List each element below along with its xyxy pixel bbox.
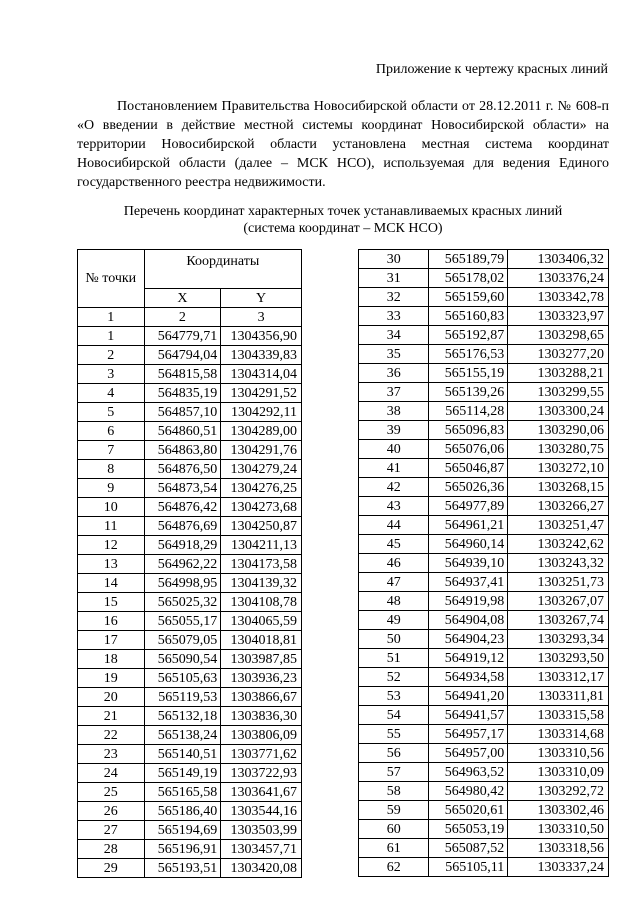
table-row bbox=[78, 631, 302, 650]
y-coordinate-cell: 1304339,83 bbox=[221, 346, 302, 365]
point-number-cell: 6 bbox=[78, 422, 145, 441]
point-number-cell: 16 bbox=[78, 612, 145, 631]
point-number-cell: 46 bbox=[359, 554, 429, 573]
x-coordinate-cell: 565025,32 bbox=[144, 593, 221, 612]
y-coordinate-cell: 1304289,00 bbox=[221, 422, 302, 441]
x-coordinate-cell: 565020,61 bbox=[429, 801, 508, 820]
x-coordinate-cell: 565189,79 bbox=[429, 250, 508, 269]
table-row bbox=[359, 250, 609, 269]
x-coordinate-cell: 565159,60 bbox=[429, 288, 508, 307]
y-coordinate-cell: 1303280,75 bbox=[508, 440, 609, 459]
table-row bbox=[359, 744, 609, 763]
y-coordinate-cell: 1303300,24 bbox=[508, 402, 609, 421]
y-coordinate-cell: 1304291,52 bbox=[221, 384, 302, 403]
x-coordinate-cell: 565138,24 bbox=[144, 726, 221, 745]
x-coordinate-cell: 564960,14 bbox=[429, 535, 508, 554]
x-coordinate-cell: 565105,63 bbox=[144, 669, 221, 688]
table-row bbox=[78, 384, 302, 403]
point-number-cell: 9 bbox=[78, 479, 145, 498]
x-coordinate-cell: 564963,52 bbox=[429, 763, 508, 782]
x-coordinate-cell: 564835,19 bbox=[144, 384, 221, 403]
point-number-cell: 55 bbox=[359, 725, 429, 744]
x-coordinate-cell: 564941,57 bbox=[429, 706, 508, 725]
x-coordinate-cell: 565149,19 bbox=[144, 764, 221, 783]
x-coordinate-cell: 564957,00 bbox=[429, 744, 508, 763]
table-row bbox=[359, 364, 609, 383]
point-number-cell: 43 bbox=[359, 497, 429, 516]
y-coordinate-cell: 1303544,16 bbox=[221, 802, 302, 821]
table-row bbox=[78, 574, 302, 593]
table-row bbox=[78, 612, 302, 631]
table-row bbox=[78, 346, 302, 365]
x-coordinate-cell: 564939,10 bbox=[429, 554, 508, 573]
y-coordinate-cell: 1303376,24 bbox=[508, 269, 609, 288]
x-coordinate-cell: 565079,05 bbox=[144, 631, 221, 650]
point-number-cell: 19 bbox=[78, 669, 145, 688]
y-coordinate-cell: 1303293,50 bbox=[508, 649, 609, 668]
table-row bbox=[359, 820, 609, 839]
point-number-cell: 11 bbox=[78, 517, 145, 536]
point-number-cell: 61 bbox=[359, 839, 429, 858]
point-number-cell: 20 bbox=[78, 688, 145, 707]
x-coordinate-cell: 565076,06 bbox=[429, 440, 508, 459]
header-row bbox=[78, 250, 302, 289]
table-row bbox=[359, 687, 609, 706]
x-coordinate-cell: 565026,36 bbox=[429, 478, 508, 497]
point-number-cell: 59 bbox=[359, 801, 429, 820]
point-number-cell: 36 bbox=[359, 364, 429, 383]
y-coordinate-cell: 1303292,72 bbox=[508, 782, 609, 801]
point-number-cell: 30 bbox=[359, 250, 429, 269]
x-coordinate-cell: 564873,54 bbox=[144, 479, 221, 498]
point-number-cell: 3 bbox=[78, 365, 145, 384]
point-number-cell: 12 bbox=[78, 536, 145, 555]
table-row bbox=[359, 497, 609, 516]
x-coordinate-cell: 565090,54 bbox=[144, 650, 221, 669]
x-coordinate-cell: 565186,40 bbox=[144, 802, 221, 821]
x-coordinate-cell: 564962,22 bbox=[144, 555, 221, 574]
y-coordinate-cell: 1303290,06 bbox=[508, 421, 609, 440]
point-number-cell: 60 bbox=[359, 820, 429, 839]
table-row bbox=[359, 326, 609, 345]
point-number-cell: 52 bbox=[359, 668, 429, 687]
point-number-cell: 51 bbox=[359, 649, 429, 668]
x-coordinate-cell: 564876,42 bbox=[144, 498, 221, 517]
table-row bbox=[78, 479, 302, 498]
y-coordinate-cell: 1303722,93 bbox=[221, 764, 302, 783]
point-number-cell: 1 bbox=[78, 327, 145, 346]
y-coordinate-cell: 1303268,15 bbox=[508, 478, 609, 497]
table-row bbox=[359, 763, 609, 782]
y-coordinate-cell: 1304108,78 bbox=[221, 593, 302, 612]
point-number-cell: 42 bbox=[359, 478, 429, 497]
point-number-cell: 26 bbox=[78, 802, 145, 821]
table-row bbox=[359, 554, 609, 573]
table-row bbox=[359, 345, 609, 364]
y-coordinate-cell: 1303266,27 bbox=[508, 497, 609, 516]
x-coordinate-cell: 564860,51 bbox=[144, 422, 221, 441]
y-coordinate-cell: 1303267,74 bbox=[508, 611, 609, 630]
y-coordinate-cell: 1303243,32 bbox=[508, 554, 609, 573]
table-row bbox=[359, 421, 609, 440]
point-number-cell: 10 bbox=[78, 498, 145, 517]
table-row bbox=[78, 707, 302, 726]
x-coordinate-cell: 565155,19 bbox=[429, 364, 508, 383]
table-row bbox=[78, 802, 302, 821]
y-coordinate-cell: 1304211,13 bbox=[221, 536, 302, 555]
point-number-cell: 44 bbox=[359, 516, 429, 535]
x-coordinate-cell: 565196,91 bbox=[144, 840, 221, 859]
x-coordinate-cell: 565165,58 bbox=[144, 783, 221, 802]
x-coordinate-cell: 564961,21 bbox=[429, 516, 508, 535]
table-row bbox=[78, 365, 302, 384]
y-coordinate-cell: 1304250,87 bbox=[221, 517, 302, 536]
x-coordinate-cell: 564919,12 bbox=[429, 649, 508, 668]
table-row bbox=[359, 535, 609, 554]
table-heading-line1: Перечень координат характерных точек устанавливаемых красных линий bbox=[123, 204, 563, 219]
point-number-cell: 62 bbox=[359, 858, 429, 877]
point-number-cell: 38 bbox=[359, 402, 429, 421]
header-point-number: № точки bbox=[78, 250, 145, 308]
point-number-cell: 23 bbox=[78, 745, 145, 764]
y-coordinate-cell: 1303312,17 bbox=[508, 668, 609, 687]
x-coordinate-cell: 564980,42 bbox=[429, 782, 508, 801]
table-row bbox=[359, 402, 609, 421]
y-coordinate-cell: 1304279,24 bbox=[221, 460, 302, 479]
point-number-cell: 25 bbox=[78, 783, 145, 802]
x-coordinate-cell: 565193,51 bbox=[144, 859, 221, 878]
table-row bbox=[359, 288, 609, 307]
point-number-cell: 50 bbox=[359, 630, 429, 649]
point-number-cell: 4 bbox=[78, 384, 145, 403]
table-row bbox=[359, 307, 609, 326]
table-row bbox=[359, 478, 609, 497]
x-coordinate-cell: 565176,53 bbox=[429, 345, 508, 364]
point-number-cell: 22 bbox=[78, 726, 145, 745]
x-coordinate-cell: 565053,19 bbox=[429, 820, 508, 839]
table-heading-line2: (система координат – МСК НСО) bbox=[243, 221, 443, 236]
y-coordinate-cell: 1303293,34 bbox=[508, 630, 609, 649]
x-coordinate-cell: 564904,23 bbox=[429, 630, 508, 649]
point-number-cell: 13 bbox=[78, 555, 145, 574]
y-coordinate-cell: 1303457,71 bbox=[221, 840, 302, 859]
x-coordinate-cell: 564857,10 bbox=[144, 403, 221, 422]
table-row bbox=[78, 403, 302, 422]
header-y: Y bbox=[221, 289, 302, 308]
point-number-cell: 35 bbox=[359, 345, 429, 364]
table-row bbox=[78, 460, 302, 479]
table-row bbox=[78, 764, 302, 783]
point-number-cell: 14 bbox=[78, 574, 145, 593]
point-number-cell: 18 bbox=[78, 650, 145, 669]
table-row bbox=[78, 422, 302, 441]
x-coordinate-cell: 564815,58 bbox=[144, 365, 221, 384]
y-coordinate-cell: 1303310,09 bbox=[508, 763, 609, 782]
x-coordinate-cell: 564957,17 bbox=[429, 725, 508, 744]
y-coordinate-cell: 1303318,56 bbox=[508, 839, 609, 858]
y-coordinate-cell: 1304291,76 bbox=[221, 441, 302, 460]
table-row bbox=[78, 840, 302, 859]
y-coordinate-cell: 1303298,65 bbox=[508, 326, 609, 345]
table-row bbox=[78, 517, 302, 536]
y-coordinate-cell: 1303251,73 bbox=[508, 573, 609, 592]
point-number-cell: 40 bbox=[359, 440, 429, 459]
y-coordinate-cell: 1303242,62 bbox=[508, 535, 609, 554]
y-coordinate-cell: 1303310,50 bbox=[508, 820, 609, 839]
y-coordinate-cell: 1303299,55 bbox=[508, 383, 609, 402]
y-coordinate-cell: 1303267,07 bbox=[508, 592, 609, 611]
table-row bbox=[359, 516, 609, 535]
y-coordinate-cell: 1304276,25 bbox=[221, 479, 302, 498]
y-coordinate-cell: 1303311,81 bbox=[508, 687, 609, 706]
y-coordinate-cell: 1304018,81 bbox=[221, 631, 302, 650]
intro-paragraph: Постановлением Правительства Новосибирской области от 28.12.2011 г. № 608-п «О введении в действие местной системы координат Новосибирской области» на территории Новосибирской области установлена местная система координат Новосибирской области (далее – МСК НСО), используемая для ведения Единого государственного реестра недвижимости. bbox=[77, 99, 609, 190]
y-coordinate-cell: 1303503,99 bbox=[221, 821, 302, 840]
y-coordinate-cell: 1303251,47 bbox=[508, 516, 609, 535]
point-number-cell: 45 bbox=[359, 535, 429, 554]
point-number-cell: 28 bbox=[78, 840, 145, 859]
point-number-cell: 54 bbox=[359, 706, 429, 725]
point-number-cell: 48 bbox=[359, 592, 429, 611]
x-coordinate-cell: 565178,02 bbox=[429, 269, 508, 288]
y-coordinate-cell: 1304292,11 bbox=[221, 403, 302, 422]
y-coordinate-cell: 1303302,46 bbox=[508, 801, 609, 820]
x-coordinate-cell: 565055,17 bbox=[144, 612, 221, 631]
y-coordinate-cell: 1304273,68 bbox=[221, 498, 302, 517]
table-row bbox=[359, 383, 609, 402]
x-coordinate-cell: 565139,26 bbox=[429, 383, 508, 402]
column-index-row bbox=[78, 308, 302, 327]
x-coordinate-cell: 565194,69 bbox=[144, 821, 221, 840]
table-row bbox=[359, 440, 609, 459]
table-row bbox=[78, 821, 302, 840]
y-coordinate-cell: 1303288,21 bbox=[508, 364, 609, 383]
table-row bbox=[359, 858, 609, 877]
x-coordinate-cell: 565132,18 bbox=[144, 707, 221, 726]
x-coordinate-cell: 564919,98 bbox=[429, 592, 508, 611]
table-row bbox=[78, 859, 302, 878]
x-coordinate-cell: 565160,83 bbox=[429, 307, 508, 326]
x-coordinate-cell: 564794,04 bbox=[144, 346, 221, 365]
table-row bbox=[78, 688, 302, 707]
x-coordinate-cell: 564977,89 bbox=[429, 497, 508, 516]
header-coordinates: Координаты bbox=[144, 250, 301, 289]
y-coordinate-cell: 1303342,78 bbox=[508, 288, 609, 307]
y-coordinate-cell: 1303641,67 bbox=[221, 783, 302, 802]
point-number-cell: 49 bbox=[359, 611, 429, 630]
point-number-cell: 34 bbox=[359, 326, 429, 345]
table-row bbox=[359, 269, 609, 288]
table-heading bbox=[77, 203, 609, 237]
x-coordinate-cell: 565140,51 bbox=[144, 745, 221, 764]
y-coordinate-cell: 1303323,97 bbox=[508, 307, 609, 326]
point-number-cell: 31 bbox=[359, 269, 429, 288]
table-row bbox=[359, 611, 609, 630]
point-number-cell: 15 bbox=[78, 593, 145, 612]
table-row bbox=[78, 536, 302, 555]
y-coordinate-cell: 1303987,85 bbox=[221, 650, 302, 669]
point-number-cell: 37 bbox=[359, 383, 429, 402]
table-row bbox=[78, 669, 302, 688]
point-number-cell: 24 bbox=[78, 764, 145, 783]
y-coordinate-cell: 1304139,32 bbox=[221, 574, 302, 593]
point-number-cell: 21 bbox=[78, 707, 145, 726]
table-row bbox=[359, 592, 609, 611]
x-coordinate-cell: 564998,95 bbox=[144, 574, 221, 593]
point-number-cell: 32 bbox=[359, 288, 429, 307]
table-row bbox=[359, 782, 609, 801]
table-row bbox=[78, 650, 302, 669]
y-coordinate-cell: 1303310,56 bbox=[508, 744, 609, 763]
table-row bbox=[78, 327, 302, 346]
table-row bbox=[78, 726, 302, 745]
point-number-cell: 5 bbox=[78, 403, 145, 422]
x-coordinate-cell: 565096,83 bbox=[429, 421, 508, 440]
y-coordinate-cell: 1303314,68 bbox=[508, 725, 609, 744]
table-row bbox=[359, 459, 609, 478]
point-number-cell: 33 bbox=[359, 307, 429, 326]
x-coordinate-cell: 565087,52 bbox=[429, 839, 508, 858]
y-coordinate-cell: 1303836,30 bbox=[221, 707, 302, 726]
column-index: 1 bbox=[78, 308, 145, 327]
x-coordinate-cell: 564779,71 bbox=[144, 327, 221, 346]
column-index: 3 bbox=[221, 308, 302, 327]
y-coordinate-cell: 1303337,24 bbox=[508, 858, 609, 877]
header-x: X bbox=[144, 289, 221, 308]
y-coordinate-cell: 1303315,58 bbox=[508, 706, 609, 725]
point-number-cell: 8 bbox=[78, 460, 145, 479]
x-coordinate-cell: 564937,41 bbox=[429, 573, 508, 592]
y-coordinate-cell: 1303771,62 bbox=[221, 745, 302, 764]
x-coordinate-cell: 564876,50 bbox=[144, 460, 221, 479]
coordinates-table-right bbox=[358, 249, 609, 877]
y-coordinate-cell: 1303277,20 bbox=[508, 345, 609, 364]
column-index: 2 bbox=[144, 308, 221, 327]
y-coordinate-cell: 1303406,32 bbox=[508, 250, 609, 269]
table-row bbox=[78, 593, 302, 612]
y-coordinate-cell: 1304173,58 bbox=[221, 555, 302, 574]
coordinates-table-left bbox=[77, 249, 302, 878]
table-row bbox=[359, 573, 609, 592]
x-coordinate-cell: 565119,53 bbox=[144, 688, 221, 707]
table-row bbox=[359, 801, 609, 820]
table-row bbox=[359, 649, 609, 668]
point-number-cell: 7 bbox=[78, 441, 145, 460]
point-number-cell: 2 bbox=[78, 346, 145, 365]
point-number-cell: 39 bbox=[359, 421, 429, 440]
point-number-cell: 17 bbox=[78, 631, 145, 650]
appendix-label: Приложение к чертежу красных линий bbox=[375, 62, 608, 77]
y-coordinate-cell: 1303272,10 bbox=[508, 459, 609, 478]
x-coordinate-cell: 564904,08 bbox=[429, 611, 508, 630]
table-row bbox=[78, 745, 302, 764]
y-coordinate-cell: 1304356,90 bbox=[221, 327, 302, 346]
point-number-cell: 47 bbox=[359, 573, 429, 592]
table-row bbox=[78, 555, 302, 574]
point-number-cell: 56 bbox=[359, 744, 429, 763]
x-coordinate-cell: 564876,69 bbox=[144, 517, 221, 536]
table-row bbox=[359, 706, 609, 725]
point-number-cell: 27 bbox=[78, 821, 145, 840]
point-number-cell: 57 bbox=[359, 763, 429, 782]
point-number-cell: 29 bbox=[78, 859, 145, 878]
table-row bbox=[359, 630, 609, 649]
x-coordinate-cell: 564934,58 bbox=[429, 668, 508, 687]
point-number-cell: 58 bbox=[359, 782, 429, 801]
table-row bbox=[359, 725, 609, 744]
y-coordinate-cell: 1303866,67 bbox=[221, 688, 302, 707]
x-coordinate-cell: 565046,87 bbox=[429, 459, 508, 478]
y-coordinate-cell: 1303936,23 bbox=[221, 669, 302, 688]
point-number-cell: 41 bbox=[359, 459, 429, 478]
y-coordinate-cell: 1303806,09 bbox=[221, 726, 302, 745]
x-coordinate-cell: 565192,87 bbox=[429, 326, 508, 345]
x-coordinate-cell: 565114,28 bbox=[429, 402, 508, 421]
y-coordinate-cell: 1304314,04 bbox=[221, 365, 302, 384]
x-coordinate-cell: 564941,20 bbox=[429, 687, 508, 706]
x-coordinate-cell: 565105,11 bbox=[429, 858, 508, 877]
point-number-cell: 53 bbox=[359, 687, 429, 706]
table-row bbox=[359, 839, 609, 858]
x-coordinate-cell: 564863,80 bbox=[144, 441, 221, 460]
x-coordinate-cell: 564918,29 bbox=[144, 536, 221, 555]
y-coordinate-cell: 1303420,08 bbox=[221, 859, 302, 878]
table-row bbox=[359, 668, 609, 687]
table-row bbox=[78, 783, 302, 802]
table-row bbox=[78, 498, 302, 517]
y-coordinate-cell: 1304065,59 bbox=[221, 612, 302, 631]
table-row bbox=[78, 441, 302, 460]
